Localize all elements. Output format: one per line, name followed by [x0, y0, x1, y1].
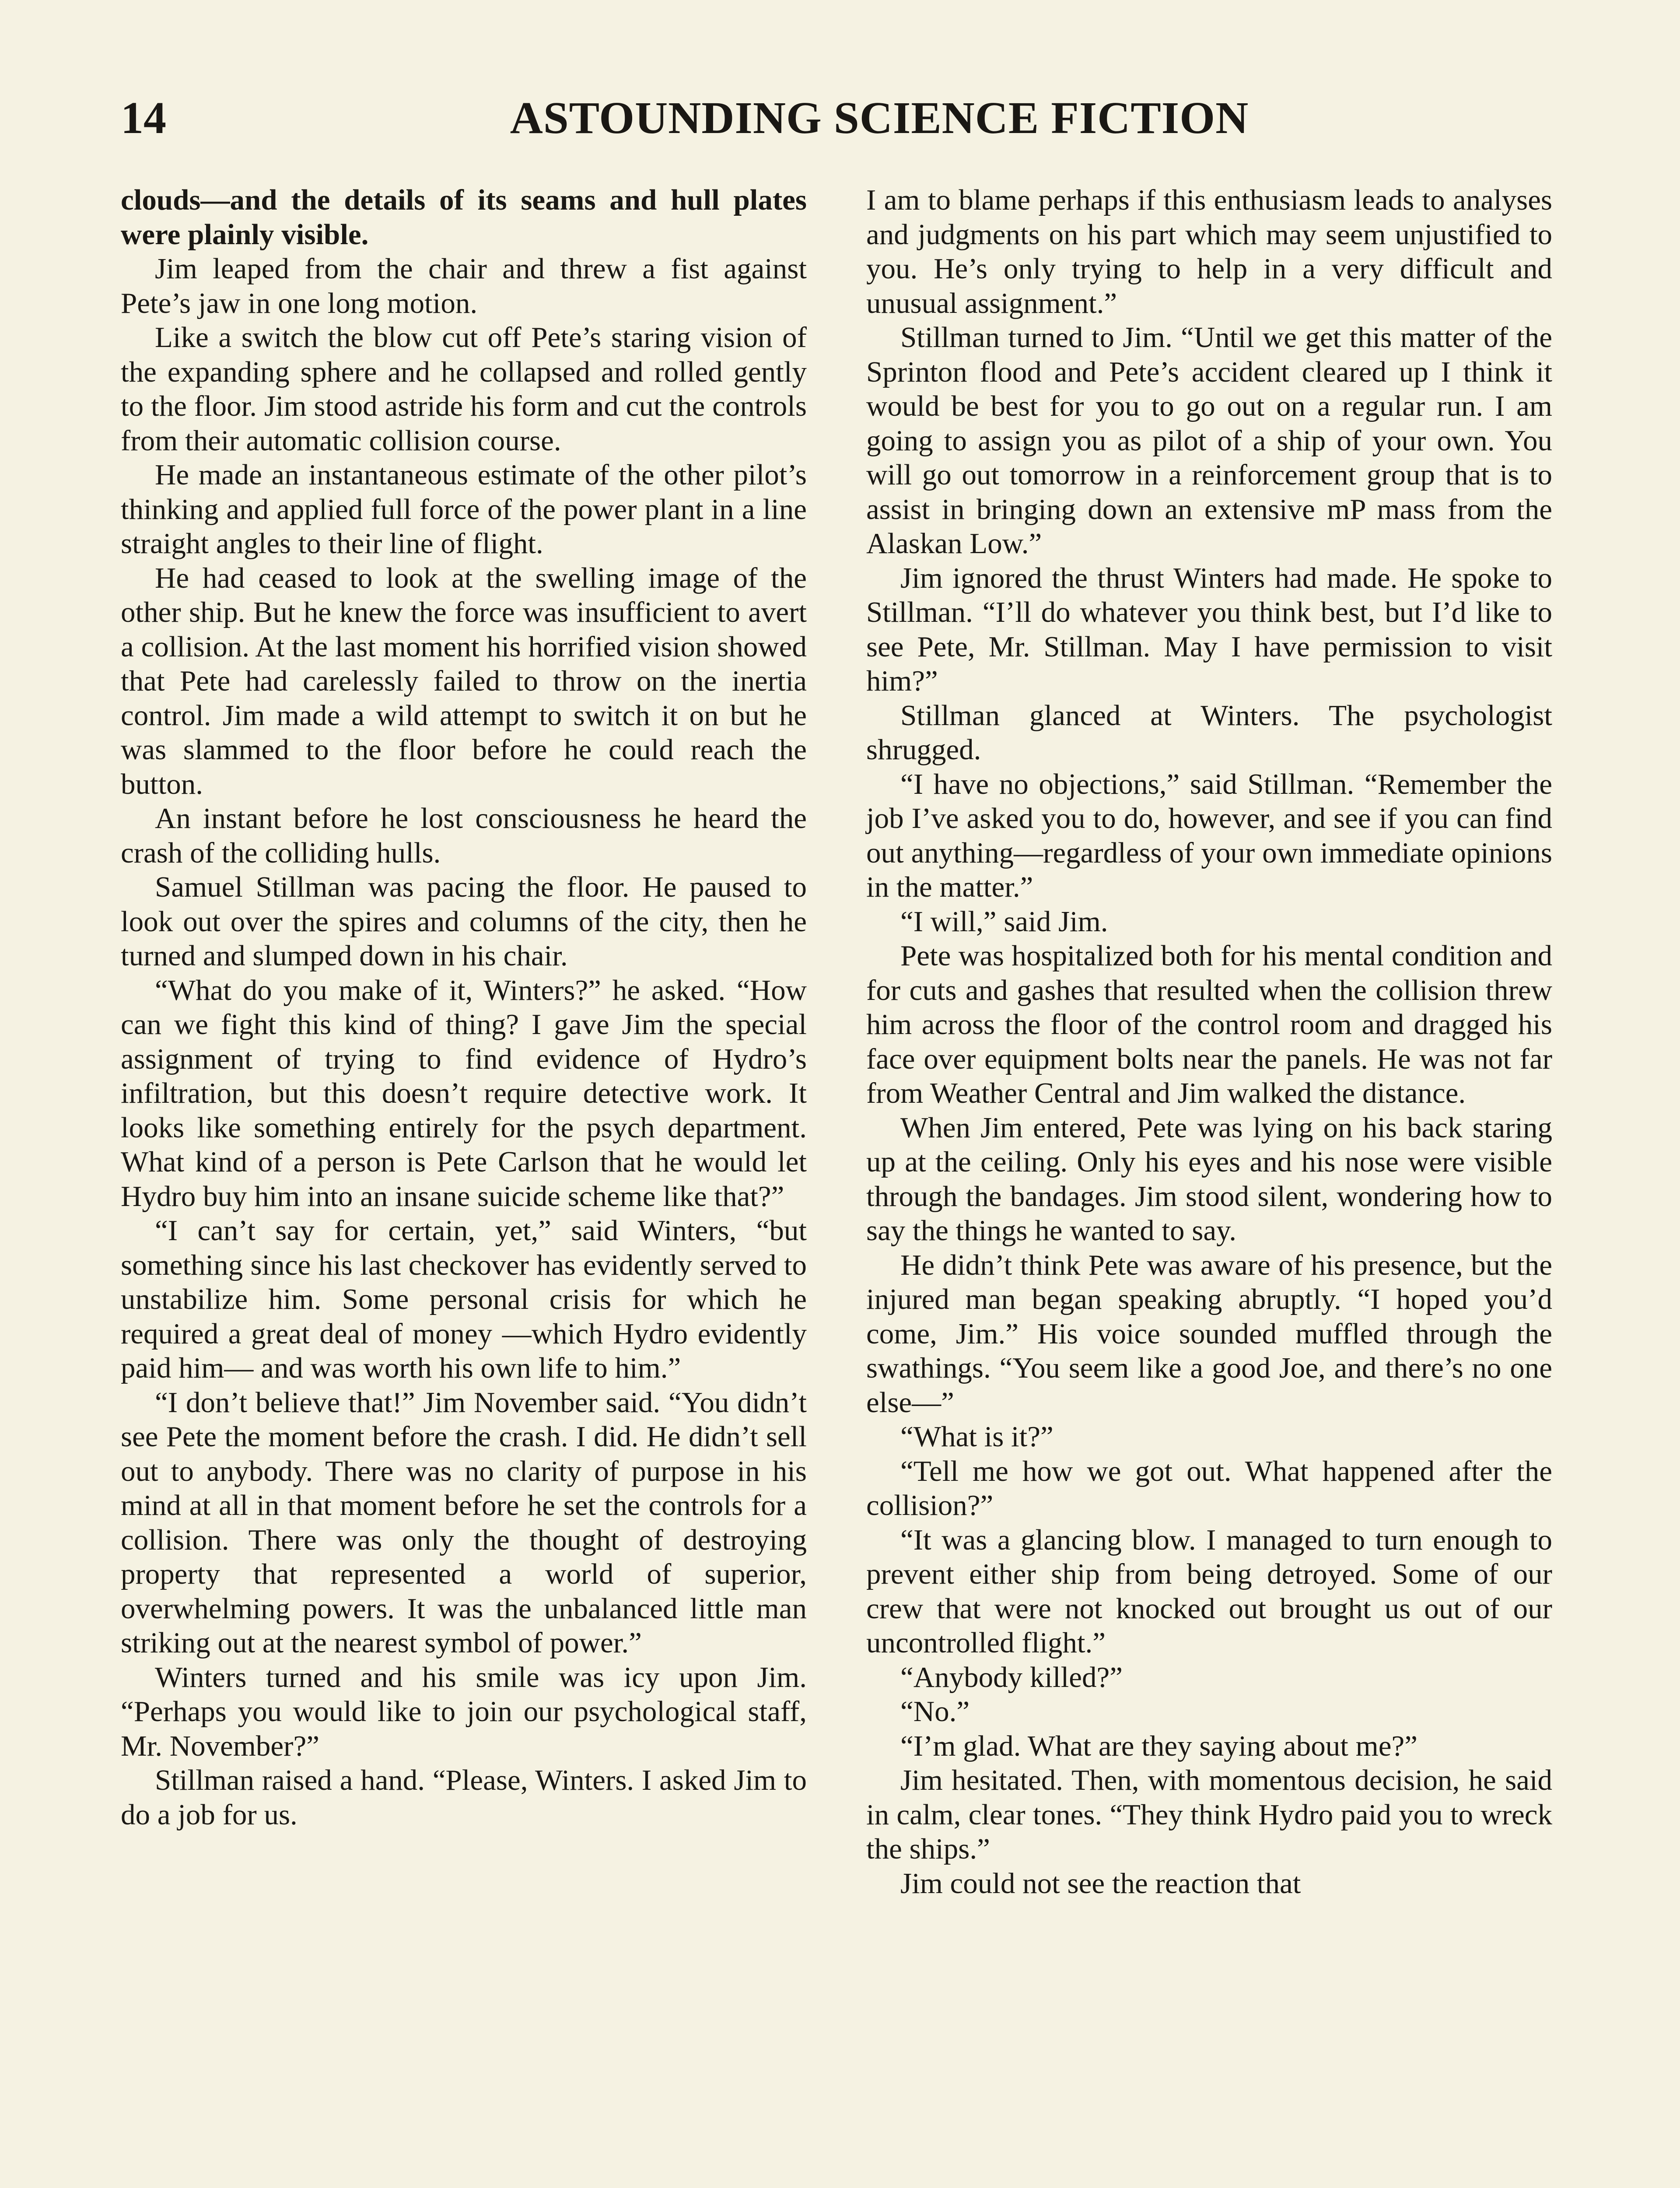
- paragraph: clouds—and the details of its seams and hull plates were plainly visible.: [121, 184, 807, 251]
- paragraph: Jim hesitated. Then, with momentous decision, he said in calm, clear tones. “They think Hydro paid you to wreck the ships.”: [866, 1764, 1552, 1865]
- paragraph: Jim ignored the thrust Winters had made. He spoke to Stillman. “I’ll do whatever you think best, but I’d like to see Pete, Mr. Stillman. May I have permission to visit him?”: [866, 561, 1552, 697]
- page-number: 14: [121, 93, 166, 143]
- running-head: ASTOUNDING SCIENCE FICTION: [510, 93, 1249, 143]
- paragraph: Like a switch the blow cut off Pete’s staring vision of the expanding sphere and he collapsed and rolled gently to the floor. Jim stood astride his form and cut the controls from their automatic collision course.: [121, 321, 807, 457]
- paragraph: When Jim entered, Pete was lying on his back staring up at the ceiling. Only his eyes and his nose were visible through the bandages. Jim stood silent, wondering how to say the things he wanted to say.: [866, 1111, 1552, 1247]
- paragraph: Stillman raised a hand. “Please, Winters. I asked Jim to do a job for us.: [121, 1764, 807, 1831]
- paragraph: “Tell me how we got out. What happened after the collision?”: [866, 1455, 1552, 1522]
- text-column-right: [866, 183, 1552, 1900]
- paragraph: “It was a glancing blow. I managed to turn enough to prevent either ship from being detroyed. Some of our crew that were not knocked out brought us out of our uncontrolled flight.”: [866, 1523, 1552, 1659]
- paragraph: “I’m glad. What are they saying about me?”: [900, 1729, 1418, 1762]
- paragraph: “What do you make of it, Winters?” he asked. “How can we fight this kind of thing? I gave Jim the special assignment of trying to find evidence of Hydro’s infiltration, but this doesn’t require detective work. It looks like something entirely for the psych department. What kind of a person is Pete Carlson that he would let Hydro buy him into an insane suicide scheme like that?”: [121, 974, 807, 1213]
- paragraph: He made an instantaneous estimate of the other pilot’s thinking and applied full force of the power plant in a line straight angles to their line of flight.: [121, 459, 807, 560]
- paragraph: “I don’t believe that!” Jim November said. “You didn’t see Pete the moment before the crash. I did. He didn’t sell out to anybody. There was no clarity of purpose in his mind at all in that moment before he set the controls for a collision. There was only the thought of destroying property that represented a world of superior, overwhelming powers. It was the unbalanced little man striking out at the nearest symbol of power.”: [121, 1386, 807, 1659]
- text-column-left: [121, 183, 807, 1832]
- paragraph: “What is it?”: [900, 1420, 1054, 1453]
- paragraph: I am to blame perhaps if this enthusiasm leads to analyses and judgments on his part which may seem unjustified to you. He’s only trying to help in a very difficult and unusual assignment.”: [866, 184, 1552, 319]
- paragraph: An instant before he lost consciousness he heard the crash of the colliding hulls.: [121, 802, 807, 869]
- paragraph: He didn’t think Pete was aware of his presence, but the injured man began speaking abruptly. “I hoped you’d come, Jim.” His voice sounded muffled through the swathings. “You seem like a good Joe, and there’s no one else—”: [866, 1248, 1552, 1419]
- paragraph: “No.”: [900, 1695, 970, 1728]
- paragraph: Jim leaped from the chair and threw a fist against Pete’s jaw in one long motion.: [121, 252, 807, 319]
- paragraph: Winters turned and his smile was icy upon Jim. “Perhaps you would like to join our psychological staff, Mr. November?”: [121, 1661, 807, 1762]
- paragraph: Samuel Stillman was pacing the floor. He paused to look out over the spires and columns of the city, then he turned and slumped down in his chair.: [121, 871, 807, 972]
- paragraph: He had ceased to look at the swelling image of the other ship. But he knew the force was insufficient to avert a collision. At the last moment his horrified vision showed that Pete had carelessly failed to throw on the inertia control. Jim made a wild attempt to switch it on but he was slammed to the floor before he could reach the button.: [121, 561, 807, 800]
- paragraph: “I have no objections,” said Stillman. “Remember the job I’ve asked you to do, however, and see if you can find out anything—regardless of your own immediate opinions in the matter.”: [866, 768, 1552, 903]
- paragraph: Jim could not see the reaction that: [900, 1867, 1301, 1900]
- paragraph: “I can’t say for certain, yet,” said Winters, “but something since his last checkover has evidently served to unstabilize him. Some personal crisis for which he required a great deal of money —which Hydro evidently paid him— and was worth his own life to him.”: [121, 1214, 807, 1384]
- paragraph: “Anybody killed?”: [900, 1661, 1123, 1694]
- paragraph: Stillman glanced at Winters. The psychologist shrugged.: [866, 699, 1552, 766]
- paragraph: Pete was hospitalized both for his mental condition and for cuts and gashes that resulted when the collision threw him across the floor of the control room and dragged his face over equipment bolts near the panels. He was not far from Weather Central and Jim walked the distance.: [866, 940, 1552, 1109]
- paragraph: Stillman turned to Jim. “Until we get this matter of the Sprinton flood and Pete’s accident cleared up I think it would be best for you to go out on a regular run. I am going to assign you as pilot of a ship of your own. You will go out tomorrow in a reinforcement group that is to assist in bringing down an extensive mP mass from the Alaskan Low.”: [866, 321, 1552, 560]
- paragraph: “I will,” said Jim.: [900, 905, 1108, 938]
